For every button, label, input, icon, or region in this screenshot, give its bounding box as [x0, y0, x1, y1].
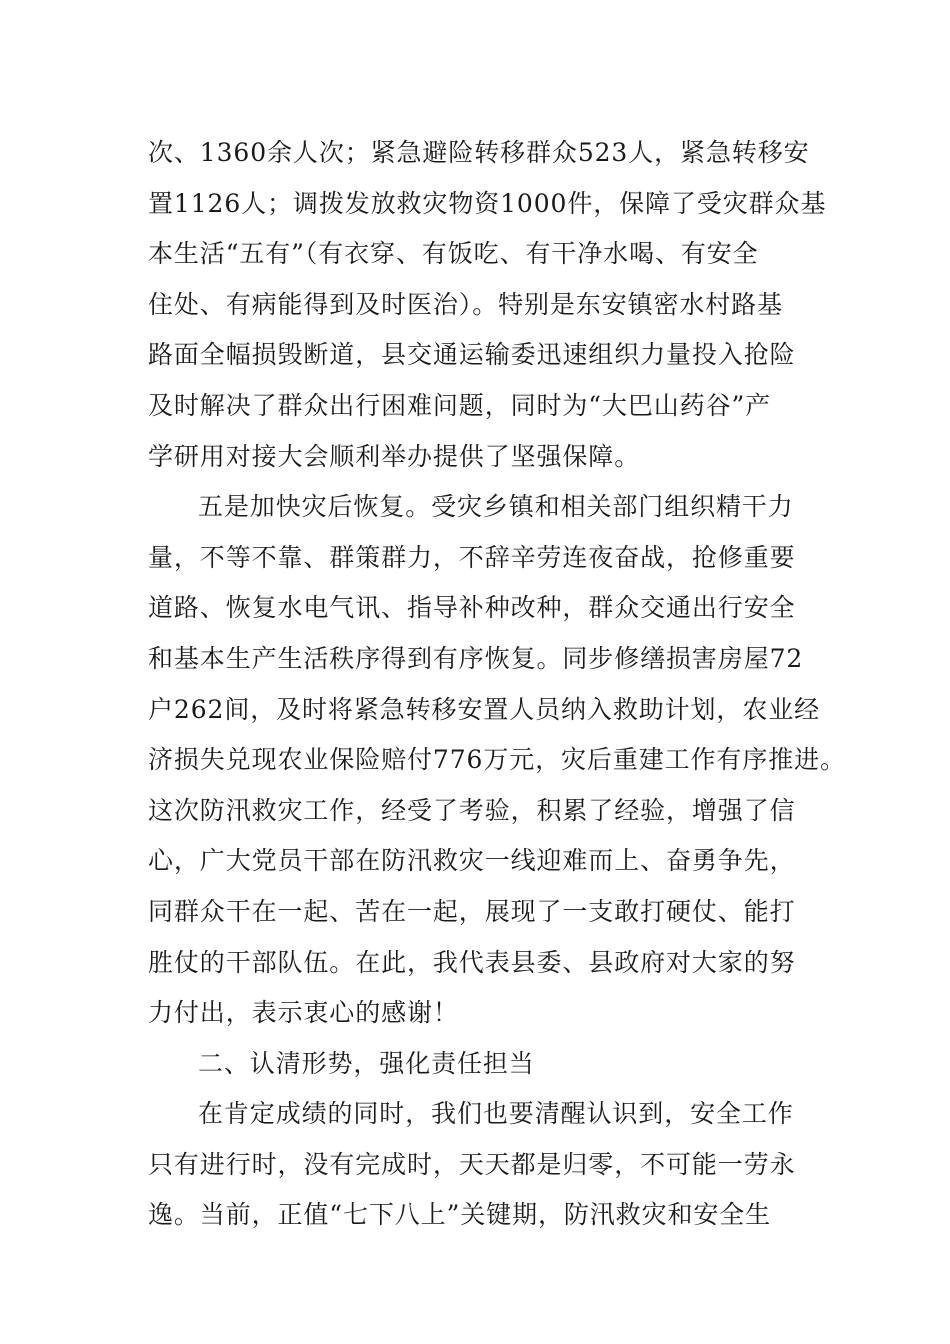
text-line: 这次防汛救灾工作，经受了考验，积累了经验，增强了信: [148, 795, 796, 825]
text-line: 本生活“五有”（有衣穿、有饭吃、有干净水喝、有安全: [148, 239, 759, 269]
text-line: 道路、恢复水电气讯、指导补种改种，群众交通出行安全: [148, 593, 796, 623]
text-line: 次、1360余人次；紧急避险转移群众523人，紧急转移安: [148, 138, 810, 167]
body-text: [148, 128, 846, 1241]
text-line: 住处、有病能得到及时医治）。特别是东安镇密水村路基: [148, 289, 784, 319]
paragraph-start-line: 五是加快灾后恢复。受灾乡镇和相关部门组织精干力: [198, 492, 794, 522]
text-line: 户262间，及时将紧急转移安置人员纳入救助计划，农业经: [148, 694, 821, 724]
text-line: 同群众干在一起、苦在一起，展现了一支敢打硬仗、能打: [148, 896, 796, 926]
section-heading: 二、认清形势，强化责任担当: [198, 1048, 535, 1078]
text-line: 心，广大党员干部在防汛救灾一线迎难而上、奋勇争先，: [148, 846, 796, 876]
text-line: 济损失兑现农业保险赔付776万元，灾后重建工作有序推进。: [148, 745, 846, 775]
text-line: 胜仗的干部队伍。在此，我代表县委、县政府对大家的努: [148, 947, 796, 977]
text-line: 学研用对接大会顺利举办提供了坚强保障。: [148, 441, 641, 471]
text-line: 路面全幅损毁断道，县交通运输委迅速组织力量投入抢险: [148, 340, 796, 370]
text-line: 置1126人；调拨发放救灾物资1000件，保障了受灾群众基: [148, 188, 827, 218]
text-line: 和基本生产生活秩序得到有序恢复。同步修缮损害房屋72: [148, 643, 804, 673]
text-line: 量，不等不靠、群策群力，不辞辛劳连夜奋战，抢修重要: [148, 542, 796, 572]
text-line: 只有进行时，没有完成时，天天都是归零，不可能一劳永: [148, 1149, 796, 1179]
text-line: 逸。当前，正值“七下八上”关键期，防汛救灾和安全生: [148, 1200, 772, 1230]
paragraph-start-line: 在肯定成绩的同时，我们也要清醒认识到，安全工作: [198, 1099, 794, 1129]
text-line: 及时解决了群众出行困难问题，同时为“大巴山药谷”产: [148, 390, 772, 420]
text-line: 力付出，表示衷心的感谢！: [148, 998, 459, 1028]
